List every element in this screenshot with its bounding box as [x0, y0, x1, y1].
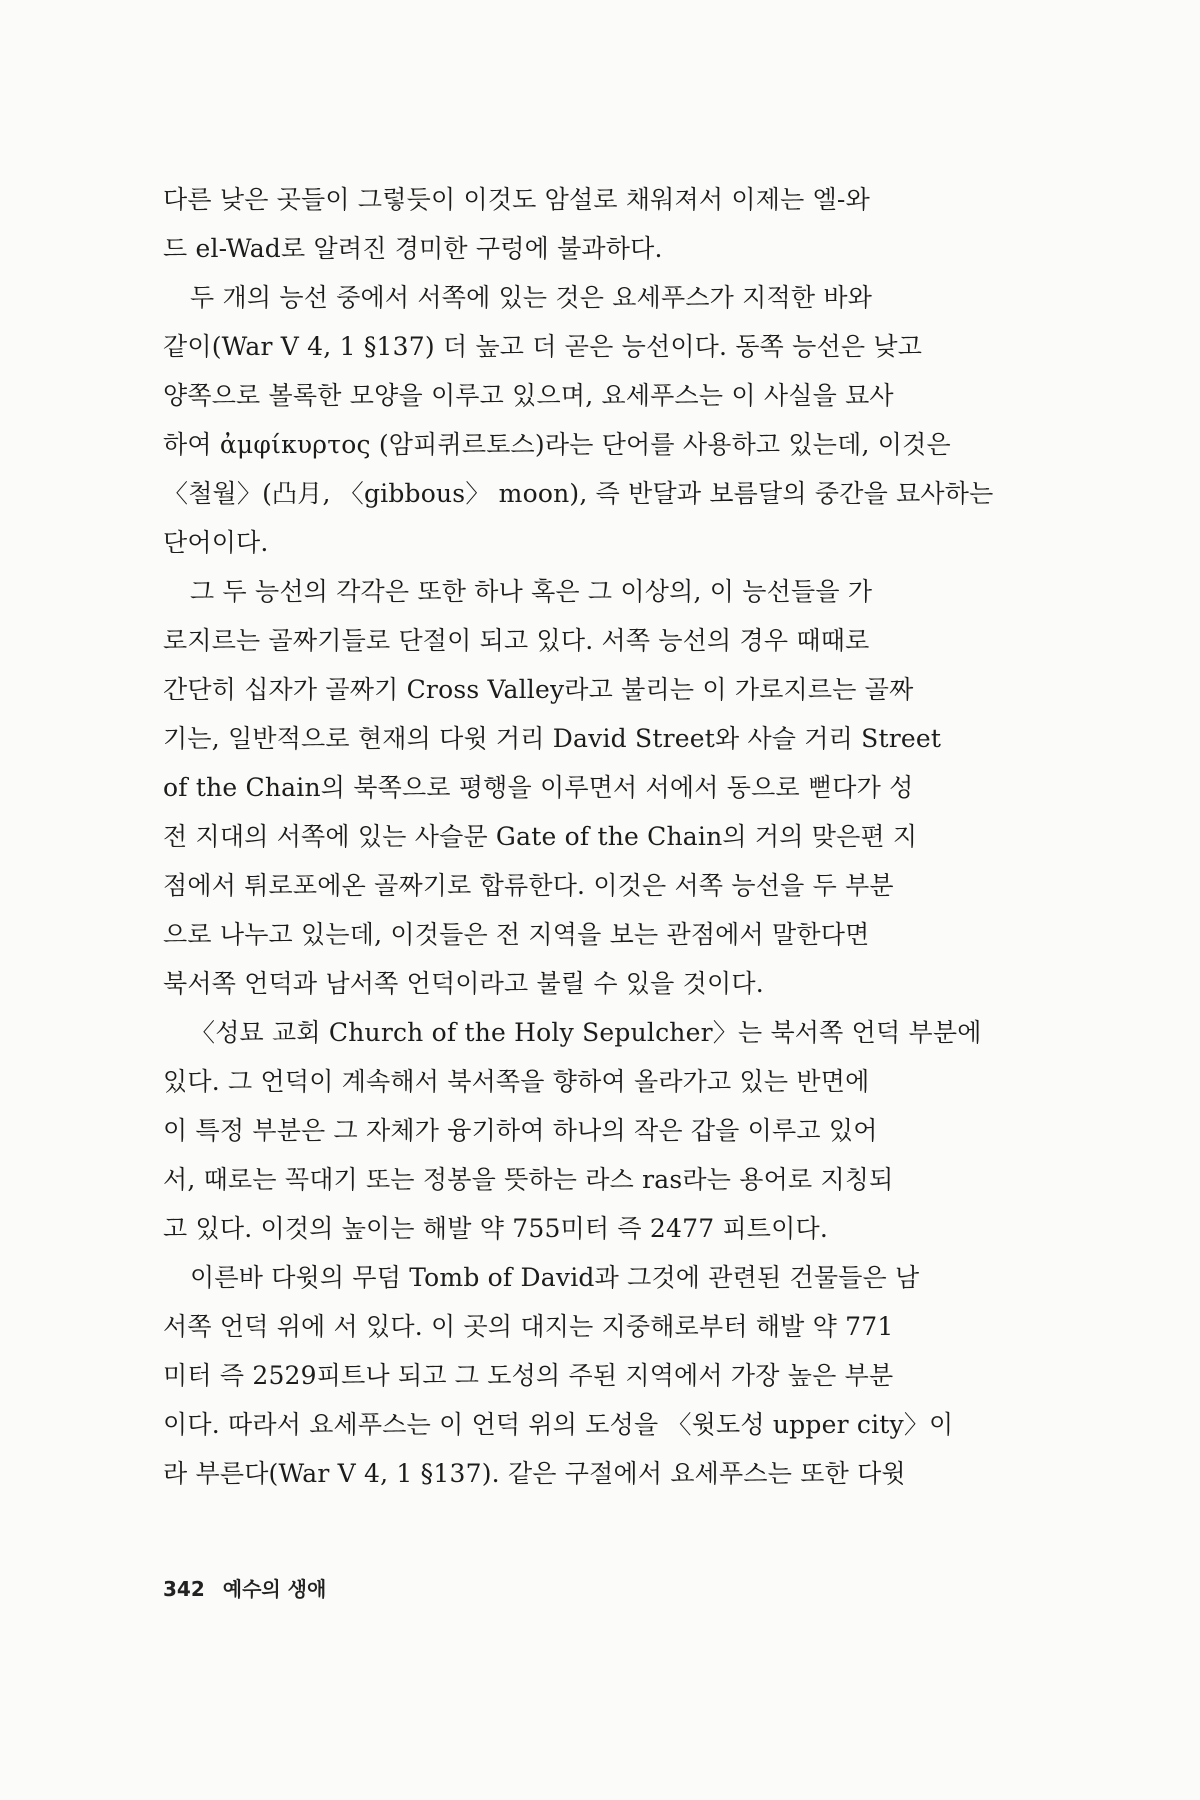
text-line: 하여 ἀμφίκυρτος (암피퀴르토스)라는 단어를 사용하고 있는데, 이것은 [163, 430, 951, 459]
text-line: 단어이다. [163, 528, 269, 557]
text-line: 기는, 일반적으로 현재의 다윗 거리 David Street와 사슬 거리 Street [163, 724, 942, 753]
running-title: 예수의 생애 [222, 1577, 327, 1601]
text-line: 두 개의 능선 중에서 서쪽에 있는 것은 요세푸스가 지적한 바와 [190, 283, 873, 312]
page-body [163, 175, 1035, 1498]
text-line: 〈철월〉(凸月, 〈gibbous〉 moon), 즉 반달과 보름달의 중간을 묘사하는 [163, 479, 994, 508]
text-line: 그 두 능선의 각각은 또한 하나 혹은 그 이상의, 이 능선들을 가 [190, 577, 873, 606]
text-line: 이른바 다윗의 무덤 Tomb of David과 그것에 관련된 건물들은 남 [190, 1263, 920, 1292]
text-line: of the Chain의 북쪽으로 평행을 이루면서 서에서 동으로 뻗다가 성 [163, 773, 914, 802]
text-line: 드 el-Wad로 알려진 경미한 구렁에 불과하다. [163, 234, 663, 263]
text-line: 미터 즉 2529피트나 되고 그 도성의 주된 지역에서 가장 높은 부분 [163, 1361, 894, 1390]
text-line: 라 부른다(War V 4, 1 §137). 같은 구절에서 요세푸스는 또한 다윗 [163, 1459, 906, 1488]
text-line: 이 특정 부분은 그 자체가 융기하여 하나의 작은 갑을 이루고 있어 [163, 1116, 878, 1145]
text-line: 고 있다. 이것의 높이는 해발 약 755미터 즉 2477 피트이다. [163, 1214, 829, 1243]
text-line: 같이(War V 4, 1 §137) 더 높고 더 곧은 능선이다. 동쪽 능선은 낮고 [163, 332, 923, 361]
page-number: 342 [163, 1577, 205, 1601]
text-line: 점에서 튀로포에온 골짜기로 합류한다. 이것은 서쪽 능선을 두 부분 [163, 871, 894, 900]
text-line: 으로 나누고 있는데, 이것들은 전 지역을 보는 관점에서 말한다면 [163, 920, 870, 949]
text-line: 전 지대의 서쪽에 있는 사슬문 Gate of the Chain의 거의 맞은편 지 [163, 822, 918, 851]
text-line: 다른 낮은 곳들이 그렇듯이 이것도 암설로 채워져서 이제는 엘-와 [163, 185, 870, 214]
text-line: 있다. 그 언덕이 계속해서 북서쪽을 향하여 올라가고 있는 반면에 [163, 1067, 870, 1096]
text-line: 양쪽으로 볼록한 모양을 이루고 있으며, 요세푸스는 이 사실을 묘사 [163, 381, 894, 410]
text-line: 서쪽 언덕 위에 서 있다. 이 곳의 대지는 지중해로부터 해발 약 771 [163, 1312, 894, 1341]
text-line: 〈성묘 교회 Church of the Holy Sepulcher〉는 북서쪽 언덕 부분에 [190, 1018, 982, 1047]
text-line: 간단히 십자가 골짜기 Cross Valley라고 불리는 이 가로지르는 골짜 [163, 675, 914, 704]
text-line: 이다. 따라서 요세푸스는 이 언덕 위의 도성을 〈윗도성 upper city〉이 [163, 1410, 954, 1439]
text-line: 서, 때로는 꼭대기 또는 정봉을 뜻하는 라스 ras라는 용어로 지칭되 [163, 1165, 894, 1194]
text-line: 로지르는 골짜기들로 단절이 되고 있다. 서쪽 능선의 경우 때때로 [163, 626, 870, 655]
page-footer [163, 1573, 326, 1602]
text-line: 북서쪽 언덕과 남서쪽 언덕이라고 불릴 수 있을 것이다. [163, 969, 764, 998]
